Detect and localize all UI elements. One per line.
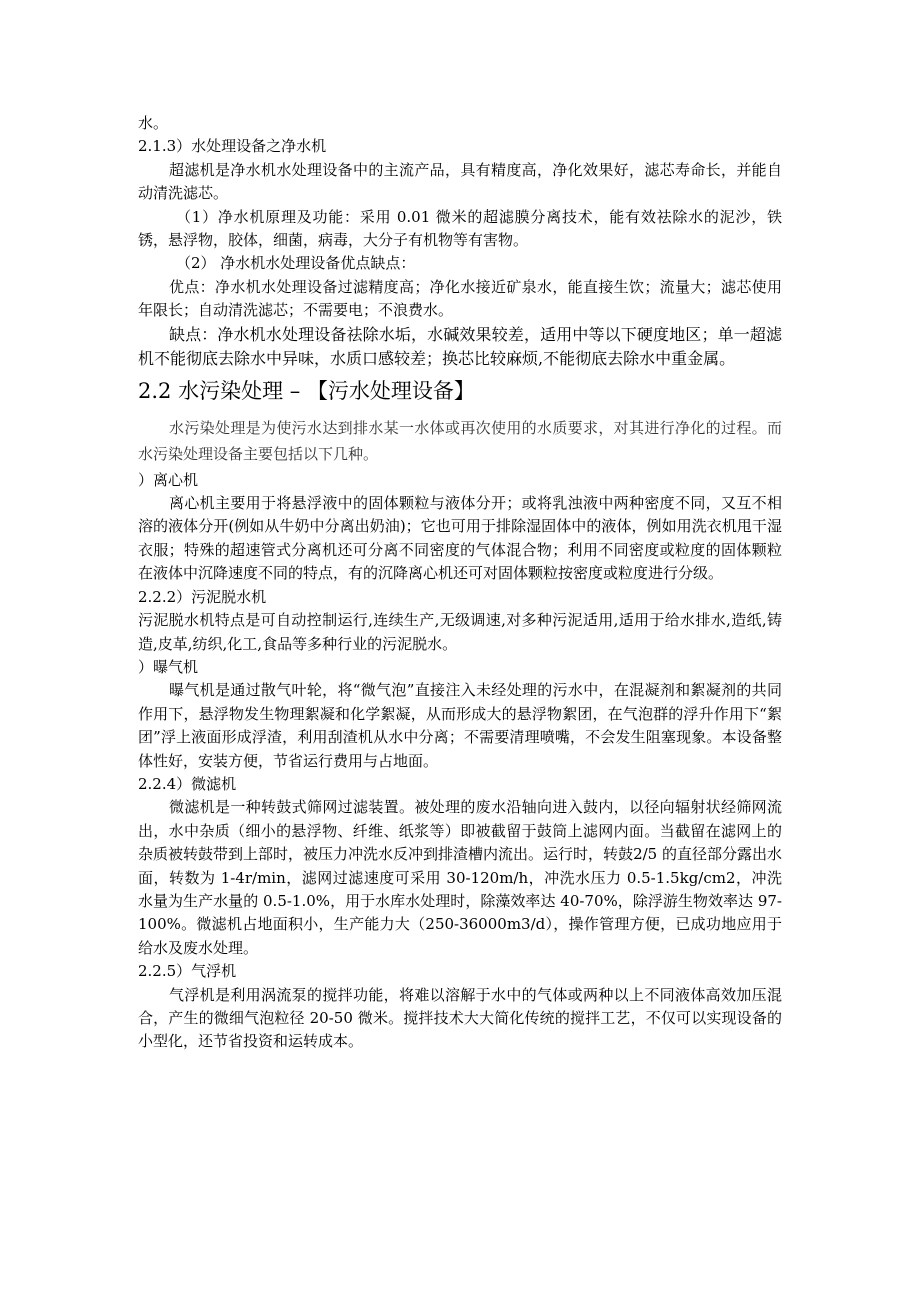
section-2-2-3-paragraph: 曝气机是通过散气叶轮，将“微气泡”直接注入未经处理的污水中，在混凝剂和絮凝剂的共同作用下，悬浮物发生物理絮凝和化学絮凝，从而形成大的悬浮物絮团，在气泡群的浮升作用下“絮团”浮上液面形成浮渣，利用刮渣机从水中分离；不需要清理喷嘴，不会发生阻塞现象。本设备整体性好，安装方便，节省运行费用与占地面。 (138, 681, 782, 770)
section-2-2-3-title: ）曝气机 (138, 657, 199, 676)
section-2-2-5-paragraph: 气浮机是利用涡流泵的搅拌功能，将难以溶解于水中的气体或两种以上不同液体高效加压混合，产生的微细气泡粒径 20-50 微米。搅拌技术大大简化传统的搅拌工艺，不仅可以实现设备的小型化，还节省投资和运转成本。 (138, 985, 782, 1051)
section-2-2-4-title: 2.2.4）微滤机 (138, 774, 237, 793)
continuation-line: 水。 (138, 114, 169, 132)
section-2-1-3-title: 2.1.3）水处理设备之净水机 (138, 137, 327, 156)
section-2-1-3-paragraph-3: （2） 净水机水处理设备优点缺点： (176, 254, 416, 273)
section-2-1-3-advantages: 优点：净水机水处理设备过滤精度高；净化水接近矿泉水，能直接生饮；流量大；滤芯使用年限长；自动清洗滤芯；不需要电；不浪费水。 (138, 277, 782, 320)
section-2-2-2-paragraph: 污泥脱水机特点是可自动控制运行,连续生产,无级调速,对多种污泥适用,适用于给水排水,造纸,铸造,皮革,纺织,化工,食品等多种行业的污泥脱水。 (138, 611, 782, 653)
section-2-2-5-title: 2.2.5）气浮机 (138, 962, 237, 981)
section-2-2-intro: 水污染处理是为使污水达到排水某一水体或再次使用的水质要求，对其进行净化的过程。而水污染处理设备主要包括以下几种。 (138, 418, 782, 463)
section-2-1-3-paragraph-1: 超滤机是净水机水处理设备中的主流产品，具有精度高，净化效果好，滤芯寿命长，并能自动清洗滤芯。 (138, 160, 782, 203)
document-page (138, 112, 782, 1054)
section-2-2-title: 2.2 水污染处理 – 【污水处理设备】 (138, 378, 475, 403)
section-2-2-1-title: ）离心机 (138, 470, 199, 489)
section-2-1-3-paragraph-2: （1）净水机原理及功能：采用 0.01 微米的超滤膜分离技术，能有效祛除水的泥沙，铁锈，悬浮物，胶体，细菌，病毒，大分子有机物等有害物。 (138, 207, 782, 250)
section-2-1-3-disadvantages: 缺点：净水机水处理设备祛除水垢，水碱效果较差，适用中等以下硬度地区；单一超滤机不能彻底去除水中异味，水质口感较差；换芯比较麻烦,不能彻底去除水中重金属。 (138, 324, 782, 369)
section-2-2-1-paragraph: 离心机主要用于将悬浮液中的固体颗粒与液体分开；或将乳浊液中两种密度不同，又互不相溶的液体分开(例如从牛奶中分离出奶油)；它也可用于排除湿固体中的液体，例如用洗衣机甩干湿衣服；特殊的超速管式分离机还可分离不同密度的气体混合物；利用不同密度或粒度的固体颗粒在液体中沉降速度不同的特点，有的沉降离心机还可对固体颗粒按密度或粒度进行分级。 (138, 494, 782, 583)
section-2-2-2-title: 2.2.2）污泥脱水机 (138, 587, 267, 606)
section-2-2-4-paragraph: 微滤机是一种转鼓式筛网过滤装置。被处理的废水沿轴向进入鼓内，以径向辐射状经筛网流出，水中杂质（细小的悬浮物、纤维、纸浆等）即被截留于鼓筒上滤网内面。当截留在滤网上的杂质被转鼓带到上部时，被压力冲洗水反冲到排渣槽内流出。运行时，转鼓2/5 的直径部分露出水面，转数为 1-4r/min，滤网过滤速度可采用 30-120m/h，冲洗水压力 0.5-1.5kg/cm2，冲洗水量为生产水量的 0.5-1.0%，用于水库水处理时，除藻效率达 40-70%，除浮游生物效率达 97-100%。微滤机占地面积小，生产能力大（250-36000m3/d），操作管理方便，已成功地应用于给水及废水处理。 (138, 798, 782, 957)
